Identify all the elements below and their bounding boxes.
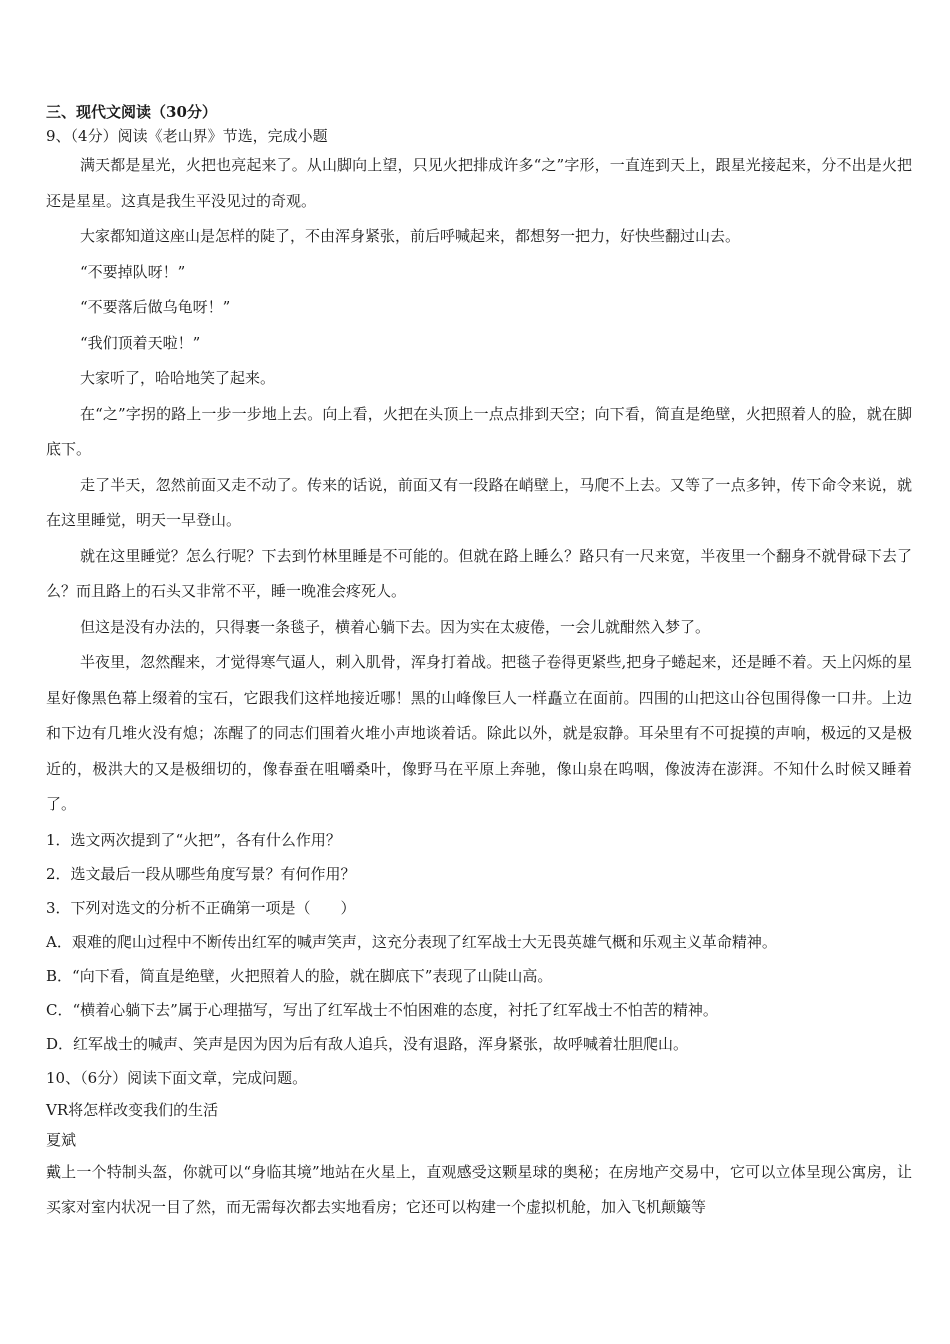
subquestion-3: 3．下列对选文的分析不正确第一项是（ ） — [46, 898, 356, 917]
article-author: 夏斌 — [46, 1130, 77, 1149]
subquestion-2: 2．选文最后一段从哪些角度写景？有何作用？ — [46, 864, 356, 883]
passage-paragraph: 大家都知道这座山是怎样的陡了，不由浑身紧张，前后呼喊起来，都想努一把力，好快些翻过山去。 — [80, 227, 741, 245]
passage-paragraph: 在“之”字拐的路上一步一步地上去。向上看，火把在头顶上一点点排到天空；向下看，简直是绝壁，火把照着人的脸，就在脚底下。 — [46, 404, 912, 458]
passage-paragraph: 走了半天，忽然前面又走不动了。传来的话说，前面又有一段路在峭壁上，马爬不上去。又等了一点多钟，传下命令来说，就在这里睡觉，明天一早登山。 — [46, 475, 912, 529]
question-10-header: 10、（6分）阅读下面文章，完成问题。 — [46, 1068, 308, 1087]
passage-paragraph: 大家听了，哈哈地笑了起来。 — [80, 369, 276, 387]
question-9-header: 9、（4分）阅读《老山界》节选，完成小题 — [46, 127, 328, 145]
question-9-subquestions — [46, 823, 912, 1061]
option-a: A．艰难的爬山过程中不断传出红军的喊声笑声，这充分表现了红军战士大无畏英雄气概和乐观主义革命精神。 — [46, 932, 777, 951]
question-10 — [46, 1061, 912, 1225]
exam-page — [46, 100, 912, 1225]
article-title: VR将怎样改变我们的生活 — [46, 1100, 219, 1119]
passage-paragraph: “不要落后做乌龟呀！” — [80, 298, 231, 316]
option-b: B．“向下看，简直是绝壁，火把照着人的脸，就在脚底下”表现了山陡山高。 — [46, 966, 553, 985]
section-title: 三、现代文阅读（30分） — [46, 103, 217, 121]
article-paragraph: 戴上一个特制头盔，你就可以“身临其境”地站在火星上，直观感受这颗星球的奥秘；在房地产交易中，它可以立体呈现公寓房，让买家对室内状况一目了然，而无需每次都去实地看房；它还可以构建一个虚拟机舱，加入飞机颠簸等 — [46, 1162, 912, 1216]
passage-paragraph: “不要掉队呀！” — [80, 262, 186, 281]
option-c: C．“横着心躺下去”属于心理描写，写出了红军战士不怕困难的态度，衬托了红军战士不怕苦的精神。 — [46, 1000, 718, 1019]
passage-paragraph: 满天都是星光，火把也亮起来了。从山脚向上望，只见火把排成许多“之”字形，一直连到天上，跟星光接起来，分不出是火把还是星星。这真是我生平没见过的奇观。 — [46, 156, 912, 210]
passage-laoshanjie — [46, 148, 912, 823]
passage-paragraph: 但这是没有办法的，只得裹一条毯子，横着心躺下去。因为实在太疲倦，一会儿就酣然入梦了。 — [80, 617, 711, 636]
subquestion-1: 1．选文两次提到了“火把”，各有什么作用？ — [46, 830, 341, 849]
passage-paragraph: “我们顶着天啦！” — [80, 333, 201, 352]
option-d: D．红军战士的喊声、笑声是因为因为后有敌人追兵，没有退路，浑身紧张，故呼喊着壮胆爬山。 — [46, 1034, 689, 1053]
passage-paragraph: 半夜里，忽然醒来，才觉得寒气逼人，刺入肌骨，浑身打着战。把毯子卷得更紧些,把身子蜷起来，还是睡不着。天上闪烁的星星好像黑色幕上缀着的宝石，它跟我们这样地接近哪！黑的山峰像巨人一样矗立在面前。四围的山把这山谷包围得像一口井。上边和下边有几堆火没有熄；冻醒了的同志们围着火堆小声地谈着话。除此以外，就是寂静。耳朵里有不可捉摸的声响，极远的又是极近的，极洪大的又是极细切的，像春蚕在咀嚼桑叶，像野马在平原上奔驰，像山泉在呜咽，像波涛在澎湃。不知什么时候又睡着了。 — [46, 653, 912, 813]
passage-paragraph: 就在这里睡觉？怎么行呢？下去到竹林里睡是不可能的。但就在路上睡么？路只有一尺来宽，半夜里一个翻身不就骨碌下去了么？而且路上的石头又非常不平，睡一晚准会疼死人。 — [46, 546, 912, 600]
